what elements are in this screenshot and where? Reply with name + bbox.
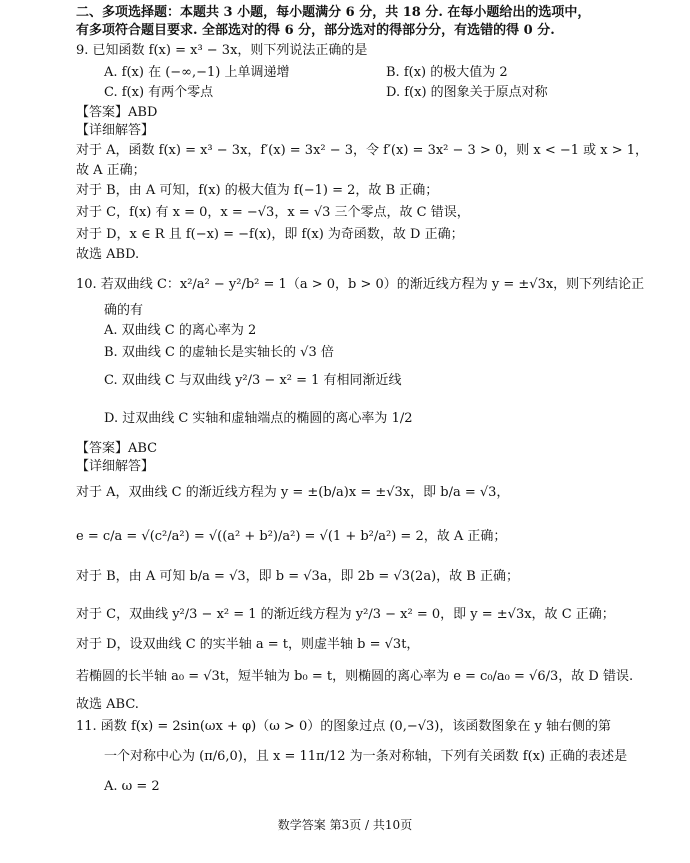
q9-option-a: A. f(x) 在 (−∞,−1) 上单调递增 <box>104 65 290 80</box>
q9-solution-line: 对于 A，函数 f(x) = x³ − 3x，f′(x) = 3x² − 3，令 f′(x) = 3x² − 3 > 0，则 x < −1 或 x > 1， <box>76 143 649 158</box>
q10-solution-line: 若椭圆的长半轴 a₀ = √3t，短半轴为 b₀ = t，则椭圆的离心率为 e = c₀/a₀ = √6/3，故 D 错误. <box>76 669 634 684</box>
q10-option-b: B. 双曲线 C 的虚轴长是实轴长的 √3 倍 <box>104 345 334 360</box>
q10-option-a: A. 双曲线 C 的离心率为 2 <box>104 323 257 338</box>
q10-solution-line: 对于 A，双曲线 C 的渐近线方程为 y = ±(b/a)x = ±√3x，即 b/a = √3， <box>76 485 510 500</box>
q11-option-a: A. ω = 2 <box>104 779 160 794</box>
q10-solution-line: 对于 C，双曲线 y²/3 − x² = 1 的渐近线方程为 y²/3 − x² = 0，即 y = ±√3x，故 C 正确； <box>76 607 615 622</box>
q11-stem: 11. 函数 f(x) = 2sin(ωx + φ)（ω > 0）的图象过点 (0,−√3)，该函数图象在 y 轴右侧的第 <box>76 719 611 734</box>
q9-conclusion: 故选 ABD. <box>76 247 140 262</box>
q10-stem: 10. 若双曲线 C：x²/a² − y²/b² = 1（a > 0，b > 0）的渐近线方程为 y = ±√3x，则下列结论正 <box>76 277 645 292</box>
q10-option-c: C. 双曲线 C 与双曲线 y²/3 − x² = 1 有相同渐近线 <box>104 373 402 388</box>
q10-conclusion: 故选 ABC. <box>76 697 139 712</box>
q9-solution-line: 故 A 正确； <box>76 163 146 178</box>
q9-option-d: D. f(x) 的图象关于原点对称 <box>386 85 548 100</box>
q10-detail-label: 【详细解答】 <box>76 459 155 474</box>
section-heading: 二、多项选择题：本题共 3 小题，每小题满分 6 分，共 18 分. 在每小题给出的选项中， <box>76 5 591 20</box>
section-heading-2: 有多项符合题目要求. 全部选对的得 6 分，部分选对的得部分分，有选错的得 0 分. <box>76 23 555 38</box>
q9-solution-line: 对于 C，f(x) 有 x = 0，x = −√3，x = √3 三个零点，故 C 错误， <box>76 205 470 220</box>
q11-stem-cont: 一个对称中心为 (π/6,0)，且 x = 11π/12 为一条对称轴，下列有关函数 f(x) 正确的表述是 <box>104 749 628 764</box>
q9-stem: 9. 已知函数 f(x) = x³ − 3x，则下列说法正确的是 <box>76 43 368 58</box>
q9-solution-line: 对于 D，x ∈ R 且 f(−x) = −f(x)，即 f(x) 为奇函数，故 D 正确； <box>76 227 464 242</box>
page-footer: 数学答案 第3页 / 共10页 <box>277 818 413 832</box>
q9-option-c: C. f(x) 有两个零点 <box>104 85 214 100</box>
q10-stem-cont: 确的有 <box>104 303 144 318</box>
q10-solution-line: 对于 D，设双曲线 C 的实半轴 a = t，则虚半轴 b = √3t， <box>76 637 420 652</box>
q9-solution-line: 对于 B，由 A 可知，f(x) 的极大值为 f(−1) = 2，故 B 正确； <box>76 183 439 198</box>
q10-answer: 【答案】ABC <box>76 441 158 456</box>
q9-option-b: B. f(x) 的极大值为 2 <box>386 65 508 80</box>
q9-detail-label: 【详细解答】 <box>76 123 155 138</box>
q10-solution-line: e = c/a = √(c²/a²) = √((a² + b²)/a²) = √(1 + b²/a²) = 2，故 A 正确； <box>76 529 507 544</box>
q10-option-d: D. 过双曲线 C 实轴和虚轴端点的椭圆的离心率为 1/2 <box>104 411 413 426</box>
q10-solution-line: 对于 B，由 A 可知 b/a = √3，即 b = √3a，即 2b = √3(2a)，故 B 正确； <box>76 569 519 584</box>
q9-answer: 【答案】ABD <box>76 105 158 120</box>
